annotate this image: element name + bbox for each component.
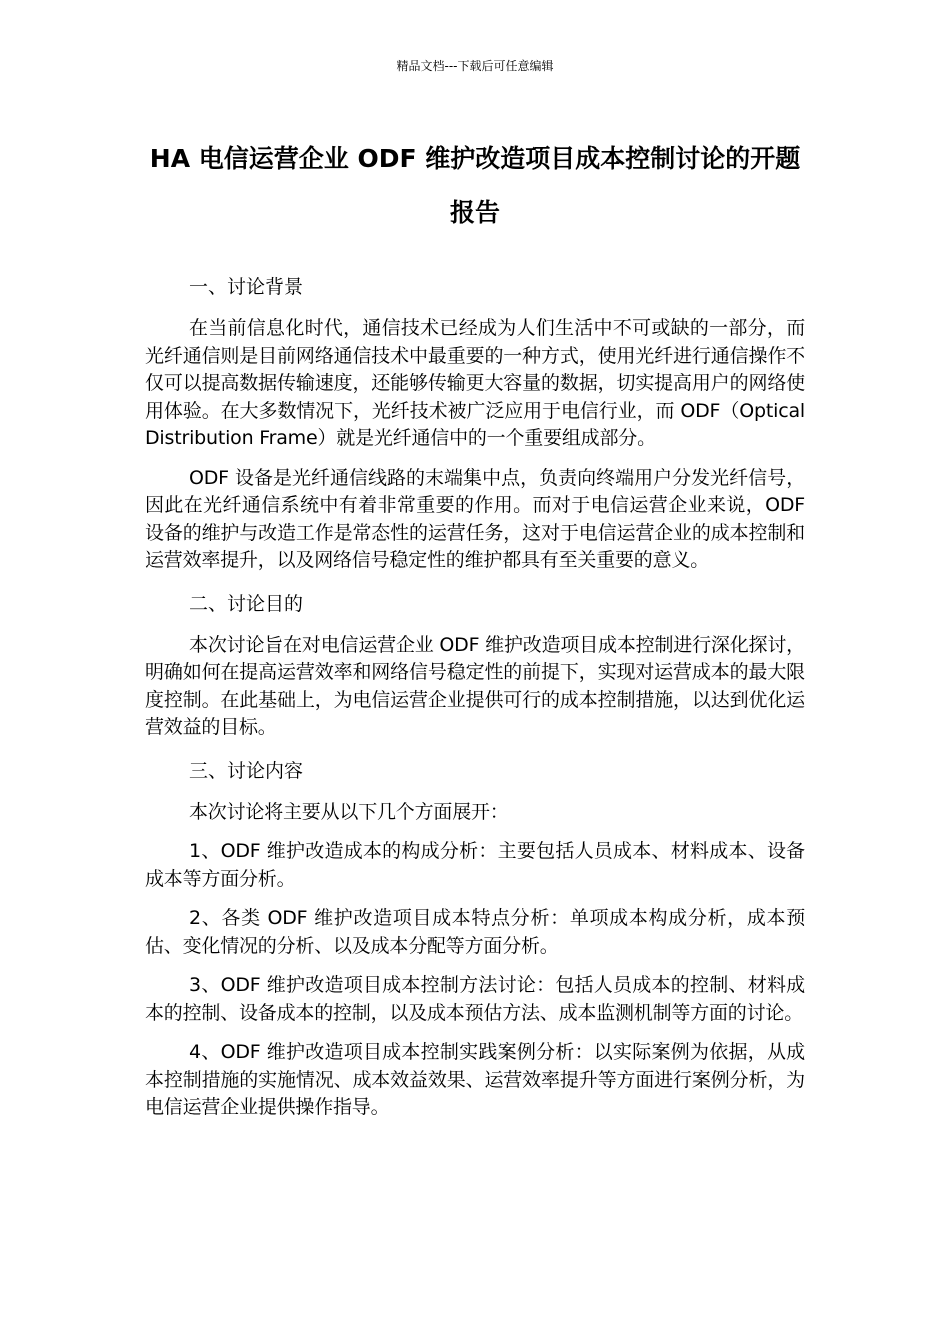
paragraph-background-2: ODF 设备是光纤通信线路的末端集中点，负责向终端用户分发光纤信号，因此在光纤通信系统中有着非常重要的作用。而对于电信运营企业来说，ODF 设备的维护与改造工作是常态性的运营任务，这对于电信运营企业的成本控制和运营效率提升，以及网络信号稳定性的维护都具有至关重要的意义。 [145,466,805,571]
section-heading-purpose: 二、讨论目的 [189,592,304,615]
document-body [145,270,805,1122]
paragraph-background-1: 在当前信息化时代，通信技术已经成为人们生活中不可或缺的一部分，而光纤通信则是目前网络通信技术中最重要的一种方式，使用光纤进行通信操作不仅可以提高数据传输速度，还能够传输更大容量的数据，切实提高用户的网络使用体验。在大多数情况下，光纤技术被广泛应用于电信行业，而 ODF（Optical Distribution Frame）就是光纤通信中的一个重要组成部分。 [145,317,805,449]
document-title: HA 电信运营企业 ODF 维护改造项目成本控制讨论的开题报告 [149,144,801,227]
list-item-cost-control-methods: 3、ODF 维护改造项目成本控制方法讨论：包括人员成本的控制、材料成本的控制、设备成本的控制，以及成本预估方法、成本监测机制等方面的讨论。 [145,974,805,1024]
list-item-cost-composition: 1、ODF 维护改造成本的构成分析：主要包括人员成本、材料成本、设备成本等方面分析。 [145,840,805,890]
list-item-case-analysis: 4、ODF 维护改造项目成本控制实践案例分析：以实际案例为依据，从成本控制措施的实施情况、成本效益效果、运营效率提升等方面进行案例分析，为电信运营企业提供操作指导。 [145,1041,805,1118]
list-item-cost-characteristics: 2、各类 ODF 维护改造项目成本特点分析：单项成本构成分析，成本预估、变化情况的分析、以及成本分配等方面分析。 [145,907,805,957]
page-header: 精品文档---下载后可任意编辑 [396,59,554,73]
paragraph-content-intro: 本次讨论将主要从以下几个方面展开： [189,800,509,823]
paragraph-purpose: 本次讨论旨在对电信运营企业 ODF 维护改造项目成本控制进行深化探讨，明确如何在提高运营效率和网络信号稳定性的前提下，实现对运营成本的最大限度控制。在此基础上，为电信运营企业提供可行的成本控制措施，以达到优化运营效益的目标。 [145,633,805,738]
section-heading-background: 一、讨论背景 [189,276,304,298]
section-heading-content: 三、讨论内容 [189,759,304,782]
